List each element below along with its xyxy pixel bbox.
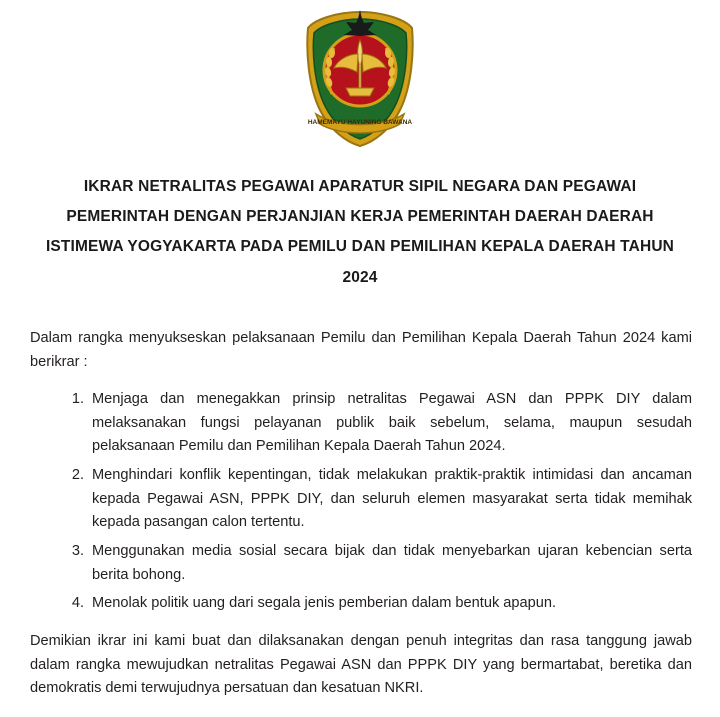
document-body xyxy=(30,327,692,701)
list-item: Menolak politik uang dari segala jenis pemberian dalam bentuk apapun. xyxy=(92,595,557,612)
list-item: Menggunakan media sosial secara bijak dan tidak menyebarkan ujaran kebencian serta berita bohong. xyxy=(92,543,692,583)
svg-text:HAMEMAYU HAYUNING BAWANA: HAMEMAYU HAYUNING BAWANA xyxy=(307,119,413,126)
lambang-daerah-istimewa-yogyakarta-icon xyxy=(296,10,424,148)
closing-paragraph: Demikian ikrar ini kami buat dan dilaksanakan dengan penuh integritas dan rasa tanggung jawab dalam rangka mewujudkan netralitas Pegawai ASN dan PPPK DIY yang bermartabat, beretika dan demokratis demi terwujudnya persatuan dan kesatuan NKRI. xyxy=(30,632,692,697)
ikrar-list xyxy=(30,388,692,616)
intro-paragraph: Dalam rangka menyukseskan pelaksanaan Pemilu dan Pemilihan Kepala Daerah Tahun 2024 kami berikrar : xyxy=(30,329,692,370)
emblem-container xyxy=(0,0,720,148)
list-item: Menjaga dan menegakkan prinsip netralitas Pegawai ASN dan PPPK DIY dalam melaksanakan fungsi pelayanan publik baik sebelum, selama, maupun sesudah pelaksanaan Pemilu dan Pemilihan Kepala Daerah Tahun 2024. xyxy=(92,391,692,455)
document-title: IKRAR NETRALITAS PEGAWAI APARATUR SIPIL NEGARA DAN PEGAWAI PEMERINTAH DENGAN PERJANJIAN KERJA PEMERINTAH DAERAH DAERAH ISTIMEWA YOGYAKARTA PADA PEMILU DAN PEMILIHAN KEPALA DAERAH TAHUN 2024 xyxy=(45,178,675,286)
list-item: Menghindari konflik kepentingan, tidak melakukan praktik-praktik intimidasi dan ancaman kepada Pegawai ASN, PPPK DIY, dan seluruh elemen masyarakat serta tidak memihak kepada pasangan calon tertentu. xyxy=(92,467,692,531)
